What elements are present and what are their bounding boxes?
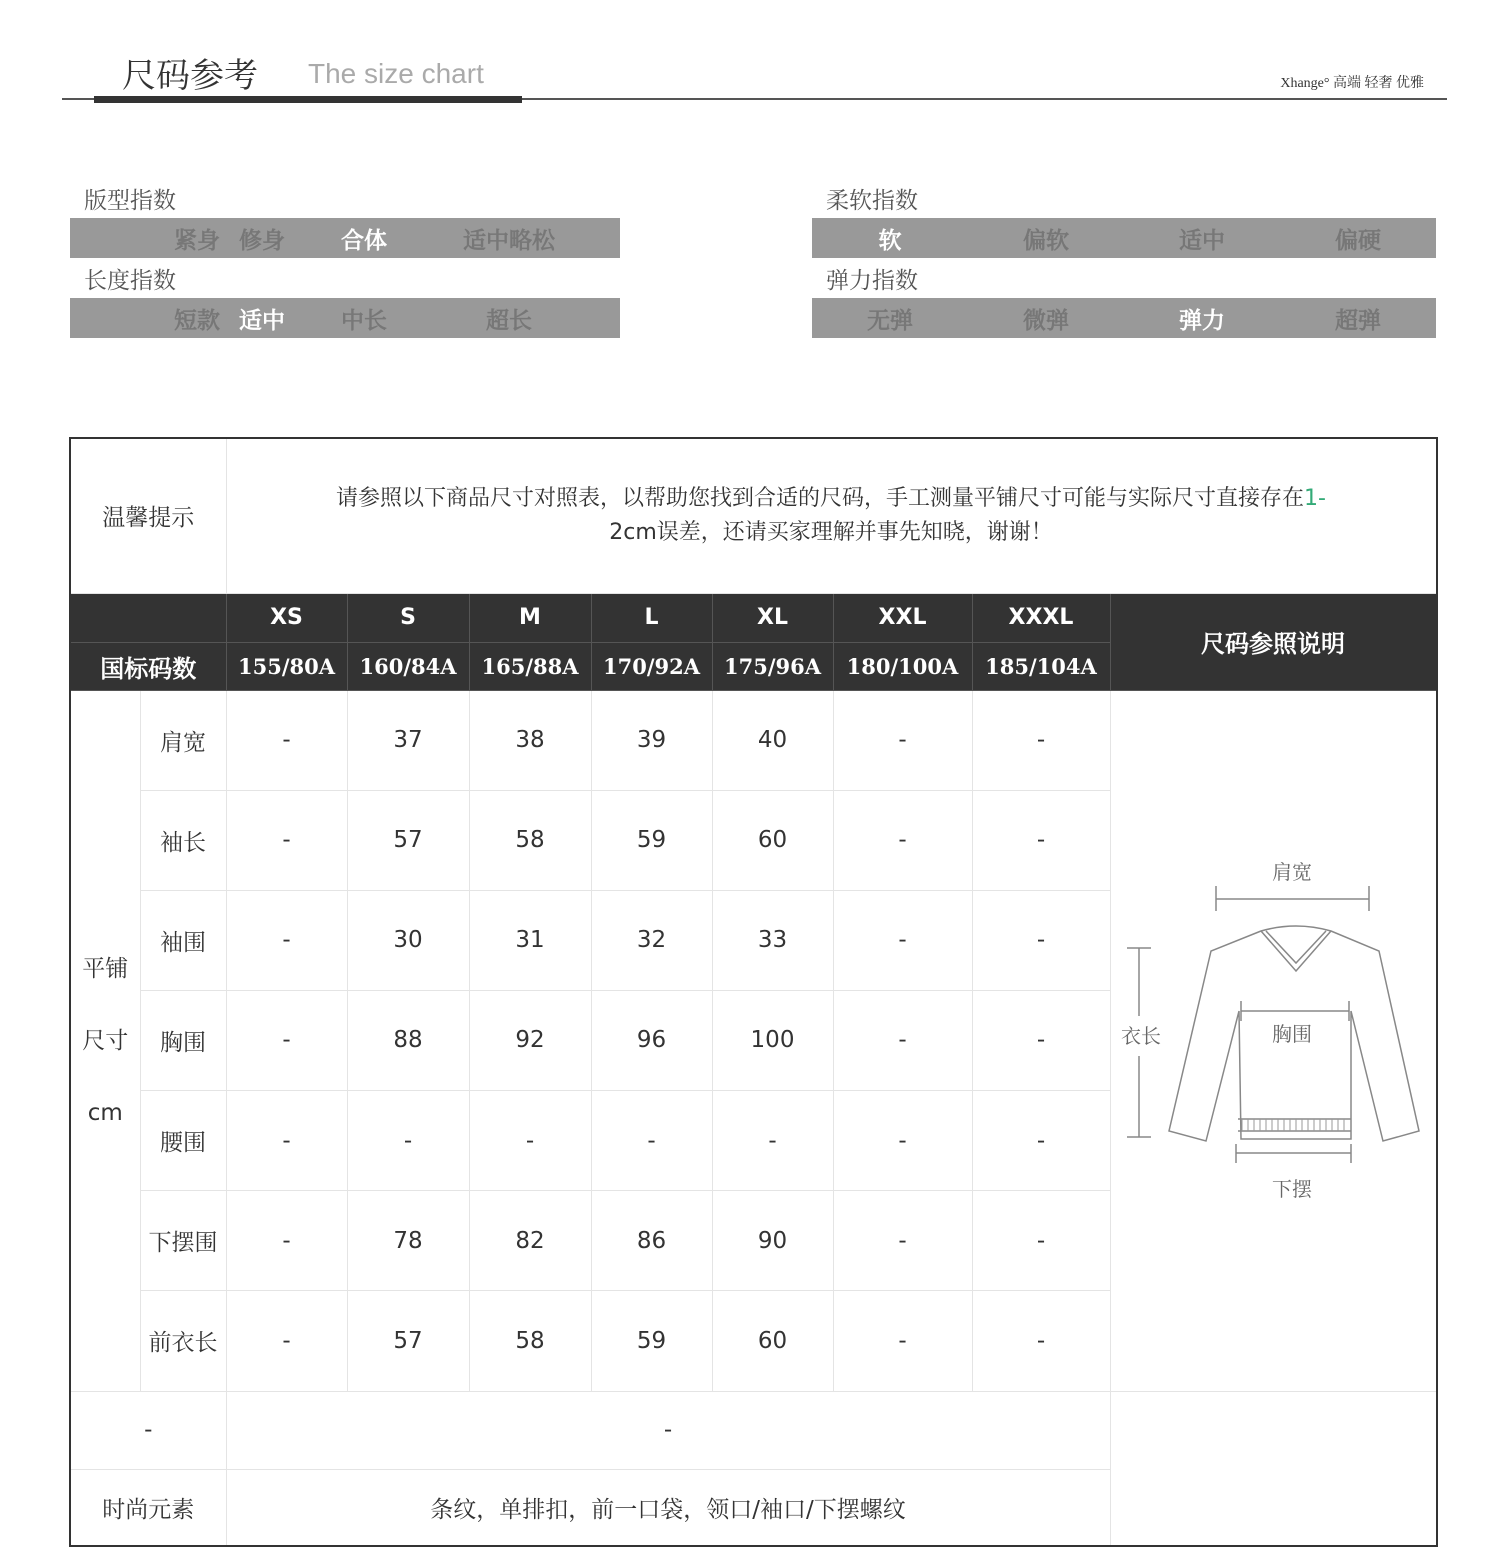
table-row (70, 690, 1437, 790)
gb-size: 180/100A (833, 642, 972, 690)
size-header: XS (226, 593, 347, 642)
page-subtitle: The size chart (308, 58, 484, 89)
index-option: 超长 (486, 307, 532, 334)
tip-text (226, 438, 1437, 593)
index-option-selected: 适中 (239, 307, 285, 334)
tip-label: 温馨提示 (70, 438, 226, 593)
index-option: 偏软 (1023, 227, 1069, 254)
index-label: 柔软指数 (826, 188, 918, 214)
measure-value: - (833, 890, 972, 990)
measure-value: 38 (469, 690, 591, 790)
measure-value: - (591, 1091, 712, 1191)
measure-value: 58 (469, 1291, 591, 1391)
measure-value: - (833, 790, 972, 890)
diagram-length-label: 衣长 (1120, 1023, 1161, 1048)
measure-value: - (972, 690, 1110, 790)
flat-measure-label (70, 690, 140, 1391)
measure-name: 袖长 (140, 790, 226, 890)
index-scale (812, 298, 1436, 338)
index-scale (812, 218, 1436, 258)
title-underline (94, 96, 522, 103)
diagram-hem-label: 下摆 (1271, 1176, 1312, 1201)
group-label-line: 尺寸 (82, 1027, 129, 1054)
index-label: 长度指数 (84, 268, 176, 294)
gb-size: 160/84A (347, 642, 469, 690)
measure-name: 肩宽 (140, 690, 226, 790)
measure-value: 86 (591, 1191, 712, 1291)
group-label-line: 平铺 (82, 955, 129, 982)
index-label: 弹力指数 (826, 268, 918, 294)
measure-value: - (226, 790, 347, 890)
gb-size: 170/92A (591, 642, 712, 690)
measure-value: - (226, 690, 347, 790)
measure-value: 57 (347, 790, 469, 890)
measure-value: - (347, 1091, 469, 1191)
index-label: 版型指数 (84, 188, 176, 214)
measure-value: 58 (469, 790, 591, 890)
measure-value: 33 (712, 890, 833, 990)
size-header: L (591, 593, 712, 642)
measure-value: - (226, 890, 347, 990)
measure-value: 96 (591, 990, 712, 1090)
measure-value: - (972, 1191, 1110, 1291)
measure-value: 82 (469, 1191, 591, 1291)
measure-value: - (833, 1091, 972, 1191)
size-header: XL (712, 593, 833, 642)
index-scale (70, 298, 620, 338)
measure-value: 39 (591, 690, 712, 790)
measure-name: 前衣长 (140, 1291, 226, 1391)
size-header: XXL (833, 593, 972, 642)
gb-label: 国标码数 (70, 642, 226, 690)
measure-value: - (226, 1291, 347, 1391)
measure-name: 下摆围 (140, 1191, 226, 1291)
measure-value: 32 (591, 890, 712, 990)
size-table (69, 437, 1438, 1547)
measure-value: 31 (469, 890, 591, 990)
measure-value: - (972, 1091, 1110, 1191)
measure-value: - (469, 1091, 591, 1191)
diagram-chest-label: 胸围 (1271, 1021, 1312, 1046)
measure-value: - (972, 890, 1110, 990)
gb-size: 165/88A (469, 642, 591, 690)
measure-value: - (712, 1091, 833, 1191)
index-option: 适中 (1179, 227, 1225, 254)
measure-name: 腰围 (140, 1091, 226, 1191)
index-option: 超弹 (1335, 307, 1381, 334)
measure-value: 60 (712, 1291, 833, 1391)
fashion-value: 条纹，单排扣，前一口袋，领口/袖口/下摆螺纹 (226, 1469, 1110, 1546)
index-option: 紧身 (174, 227, 220, 254)
size-header: XXXL (972, 593, 1110, 642)
index-option: 微弹 (1023, 307, 1069, 334)
measure-value: 40 (712, 690, 833, 790)
measure-value: - (833, 1291, 972, 1391)
extra-row (70, 1391, 1437, 1469)
gb-size: 175/96A (712, 642, 833, 690)
measure-value: - (833, 690, 972, 790)
empty-header (70, 593, 226, 642)
measure-value: 59 (591, 790, 712, 890)
measure-value: - (226, 1191, 347, 1291)
page-title: 尺码参考 (122, 56, 258, 96)
fashion-row (70, 1469, 1437, 1546)
measure-value: - (972, 790, 1110, 890)
measure-value: 30 (347, 890, 469, 990)
measure-value: 78 (347, 1191, 469, 1291)
group-label-line: cm (87, 1099, 123, 1126)
tip-highlight: 1- (1304, 485, 1326, 511)
gb-size: 155/80A (226, 642, 347, 690)
measure-value: - (972, 990, 1110, 1090)
index-option-selected: 弹力 (1179, 307, 1225, 334)
garment-diagram-cell (1110, 690, 1437, 1391)
brand-slogan: Xhange° 高端 轻奢 优雅 (1280, 76, 1424, 91)
size-header: M (469, 593, 591, 642)
tip-text-main: 请参照以下商品尺寸对照表，以帮助您找到合适的尺码，手工测量平铺尺寸可能与实际尺寸直接存在 (336, 485, 1305, 511)
measure-value: - (833, 990, 972, 1090)
measure-value: - (833, 1191, 972, 1291)
index-option: 短款 (174, 307, 220, 334)
index-scale (70, 218, 620, 258)
index-option: 修身 (239, 227, 285, 254)
measure-value: 37 (347, 690, 469, 790)
index-option: 偏硬 (1335, 227, 1381, 254)
measure-value: 59 (591, 1291, 712, 1391)
measure-value: 57 (347, 1291, 469, 1391)
index-option: 无弹 (867, 307, 913, 334)
size-reference-heading: 尺码参照说明 (1110, 593, 1437, 690)
extra-value: - (226, 1391, 1110, 1469)
index-option-selected: 合体 (341, 227, 387, 254)
measure-value: 90 (712, 1191, 833, 1291)
size-header: S (347, 593, 469, 642)
index-option: 适中略松 (463, 227, 555, 254)
index-option: 中长 (341, 307, 387, 334)
measure-value: 100 (712, 990, 833, 1090)
measure-value: - (226, 1091, 347, 1191)
measure-value: 92 (469, 990, 591, 1090)
measure-value: - (226, 990, 347, 1090)
extra-label: - (70, 1391, 226, 1469)
measure-name: 胸围 (140, 990, 226, 1090)
measure-value: - (972, 1291, 1110, 1391)
sweater-diagram (1111, 691, 1436, 1391)
tip-row (70, 438, 1437, 593)
diagram-shoulder-label: 肩宽 (1271, 859, 1312, 884)
gb-size: 185/104A (972, 642, 1110, 690)
fashion-label: 时尚元素 (70, 1469, 226, 1546)
measure-value: 88 (347, 990, 469, 1090)
index-option-selected: 软 (878, 227, 902, 254)
tip-text-end: 2cm误差，还请买家理解并事先知晓，谢谢！ (609, 519, 1053, 545)
size-header-row (70, 593, 1437, 642)
measure-name: 袖围 (140, 890, 226, 990)
measure-value: 60 (712, 790, 833, 890)
